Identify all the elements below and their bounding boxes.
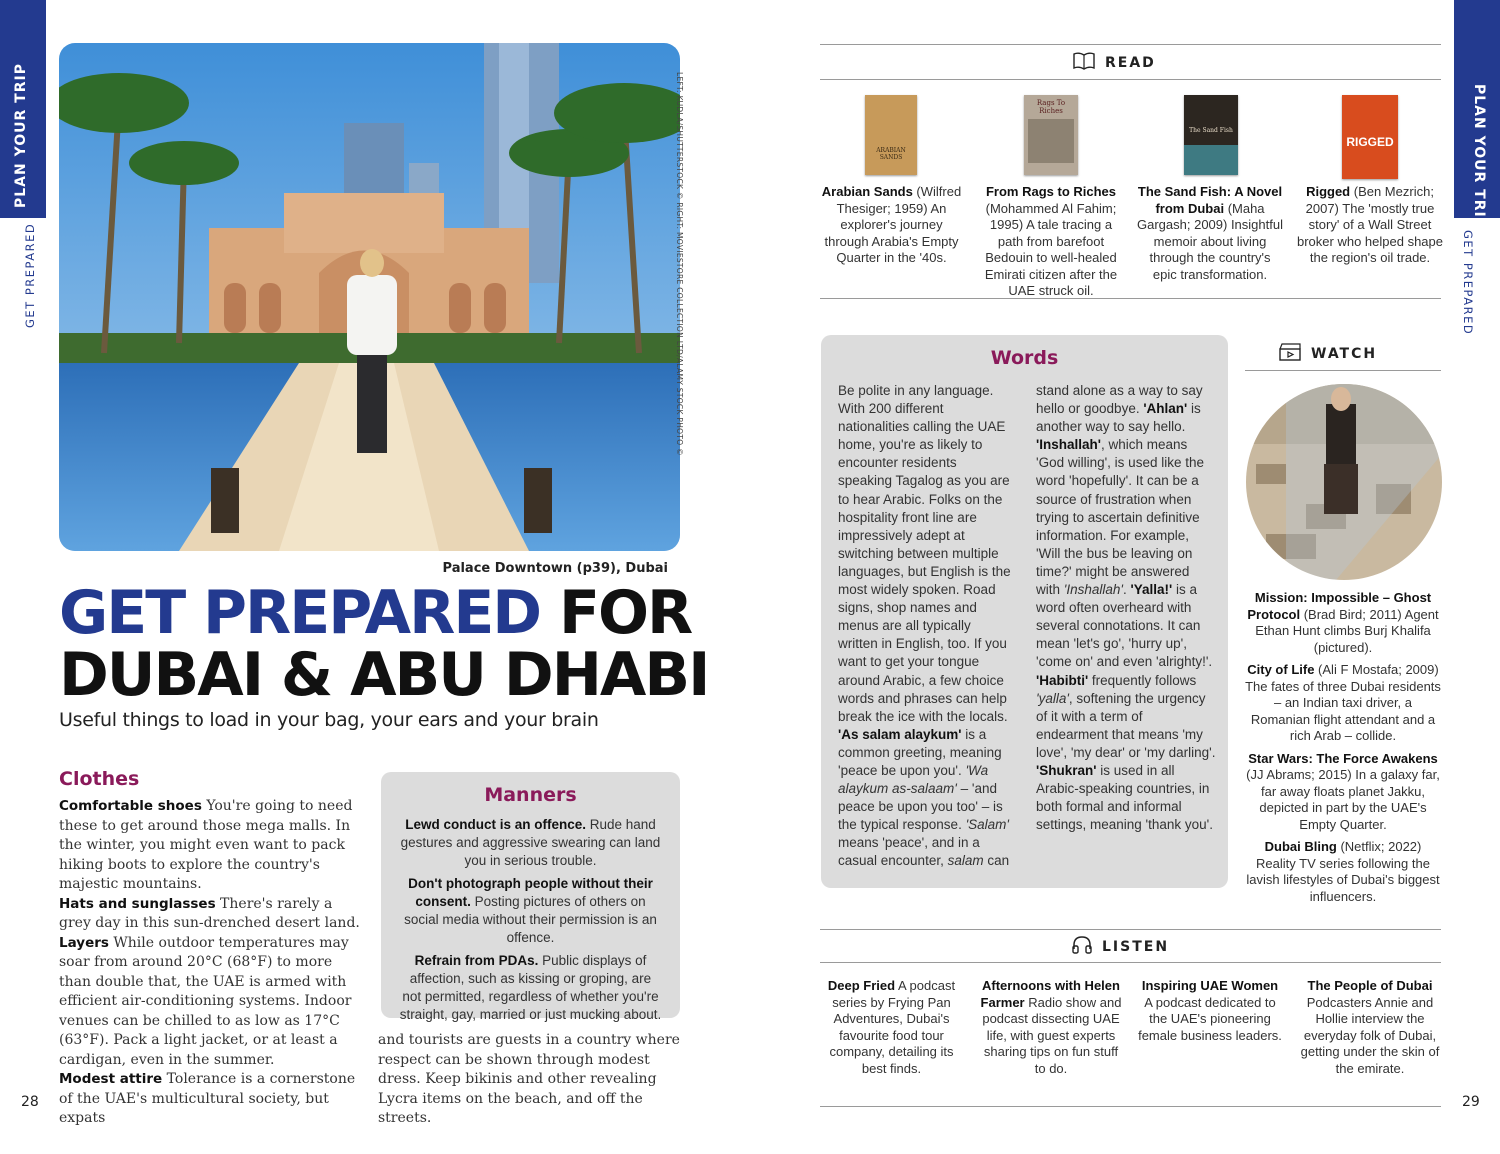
watch-title: Mission: Impossible – Ghost Protocol: [1247, 590, 1432, 622]
manners-text: Public displays of affection, such as kissing or groping, are not permitted, regardless of whether you're straight, gay, married or just mucking about.: [399, 953, 662, 1022]
open-book-icon: [1073, 52, 1095, 74]
listen-heading: LISTEN: [1102, 939, 1170, 955]
title-black-2: DUBAI & ABU DHABI: [59, 640, 709, 710]
words-text: can: [983, 853, 1010, 869]
watch-title: City of Life: [1247, 662, 1315, 677]
words-italic: 'Wa alaykum as-salaam': [838, 762, 989, 797]
listen-title: Inspiring UAE Women: [1141, 978, 1279, 993]
manners-term: Don't photograph people without their consent.: [408, 876, 653, 909]
cover-band: [1184, 145, 1238, 175]
listen-text: Radio show and podcast dissecting UAE life, with guest experts sharing tips on fun stuff to do.: [982, 994, 1122, 1076]
clothes-text: While outdoor temperatures may soar from around 20°C (68°F) to more than double that, the UAE is armed with efficient air-conditioning systems. Indoor venues can be chilled to as low as 17°C (63°F). Pack a light jacket, or at least a cardigan, even in the summer.: [59, 934, 352, 1068]
cover-text: RIGGED: [1346, 135, 1394, 149]
listen-title: The People of Dubai: [1307, 978, 1433, 993]
words-text: , which means 'God willing', is used like the word 'hopefully'. It can be a source of frustration when trying to ascertain definitive information. For example, 'Will the bus be leaving on time?' might be answered with: [1036, 437, 1204, 598]
manners-item: [399, 952, 662, 1024]
watch-text: (Ali F Mostafa; 2009) The fates of three Dubai residents – an Indian taxi driver, a Romanian flight attendant and a rich Arab – collide.: [1245, 662, 1441, 743]
words-text: stand alone as a way to say hello or goodbye.: [1036, 383, 1203, 417]
clothes-term: Layers: [59, 934, 109, 951]
words-term: 'Shukran': [1036, 762, 1097, 778]
clothes-term: Hats and sunglasses: [59, 895, 216, 912]
hero-photo: [59, 43, 680, 551]
book-text: (Mohammed Al Fahim; 1995) A tale tracing a path from barefoot Bedouin to well-healed Emirati citizen after the UAE struck oil.: [984, 200, 1118, 298]
clothes-text: Tolerance is a cornerstone of the UAE's multicultural society, but expats: [59, 1071, 356, 1126]
book-entry: [978, 184, 1124, 300]
manners-text: Posting pictures of others on social media without their permission is an offence.: [404, 894, 657, 945]
words-text: .: [1122, 582, 1131, 598]
cover-text: Rags To Riches: [1036, 99, 1066, 115]
page-number-left: 28: [21, 1094, 39, 1110]
book-entry: [820, 184, 963, 267]
words-text: is a word often overheard with several connotations. It can mean 'let's go', 'hurry up', 'come on' and even 'alrighty!'.: [1036, 582, 1213, 670]
listen-text: A podcast dedicated to the UAE's pioneering female business leaders.: [1138, 994, 1282, 1043]
book-text: (Wilfred Thesiger; 1959) An explorer's journey through Arabia's Empty Quarter in the '40s.: [824, 184, 962, 265]
watch-text: (JJ Abrams; 2015) In a galaxy far, far away floats planet Jakku, depicted in part by the UAE's Empty Quarter.: [1246, 767, 1440, 832]
photo-credit: LEFT: KUDLA/SHUTTERSTOCK © RIGHT: MOVIESTORE COLLECTION LTD/ALAMY STOCK PHOTO ©: [675, 72, 684, 456]
clothes-text: There's rarely a grey day in this sun-drenched desert land.: [59, 895, 360, 931]
book-cover-rags-to-riches: [1024, 95, 1078, 175]
words-text: means 'peace', and in a casual encounter,: [838, 835, 980, 869]
right-tab-label: PLAN YOUR TRIP: [1471, 84, 1487, 229]
listen-title: Afternoons with Helen Farmer: [980, 978, 1120, 1010]
cover-text: ARABIAN SANDS: [876, 147, 906, 161]
manners-item: [399, 875, 662, 947]
listen-rule-mid: [820, 962, 1441, 963]
words-text: – 'and peace be upon you too' – is the typical response.: [838, 781, 1003, 833]
listen-rule-bottom: [820, 1106, 1441, 1107]
book-cover-sand-fish: [1184, 95, 1238, 175]
manners-item: [399, 816, 662, 870]
clothes-term: Modest attire: [59, 1071, 163, 1087]
words-term: 'Inshallah': [1036, 437, 1101, 453]
manners-term: Refrain from PDAs.: [414, 953, 539, 968]
page-number-right: 29: [1462, 1094, 1480, 1110]
clothes-text: You're going to need these to get around those mega malls. In the winter, you might even want to pack hiking boots to explore the country's majestic mountains.: [59, 798, 353, 892]
manners-text: Rude hand gestures and aggressive swearing can land you in serious trouble.: [400, 817, 661, 868]
words-column-2: [1036, 382, 1216, 834]
watch-rule: [1245, 370, 1441, 371]
title-blue: GET PREPARED: [59, 578, 541, 648]
book-entry: [1297, 184, 1443, 267]
clothes-heading: Clothes: [59, 768, 140, 790]
words-term: 'Habibti': [1036, 672, 1089, 688]
words-column-1: [838, 382, 1014, 871]
watch-item: [1245, 839, 1441, 905]
words-text: frequently follows: [1088, 672, 1197, 688]
words-italic: salam: [947, 853, 984, 869]
words-italic: 'Inshallah': [1063, 582, 1123, 598]
book-text: (Maha Gargash; 2009) Insightful memoir about living through the country's epic transformation.: [1137, 200, 1283, 282]
page-subtitle: Useful things to load in your bag, your ears and your brain: [59, 709, 599, 731]
words-term: 'As salam alaykum': [838, 726, 962, 742]
left-section-label: GET PREPARED: [23, 222, 37, 328]
clothes-continuation: and tourists are guests in a country where respect can be shown through modest dress. Keep bikinis and other revealing Lycra items on the beach, and off the streets.: [378, 1032, 680, 1126]
read-rule-top: [820, 44, 1441, 45]
words-heading: Words: [990, 347, 1059, 369]
words-term: 'Ahlan': [1143, 401, 1188, 417]
clothes-body: [59, 797, 363, 1129]
right-side-tab: [1454, 0, 1500, 229]
book-title: Rigged: [1306, 184, 1351, 199]
words-text: Be polite in any language. With 200 different nationalities calling the UAE home, you're as likely to encounter residents speaking Tagalog as you are to hear Arabic. Folks on the hospitality front line are impressively adept at switching between multiple languages, but English is the most widely spoken. Road signs, shop names and menus are all typically written in English, too. If you want to get your tongue around Arabic, a few choice words and phrases can help break the ice with the locals.: [838, 383, 1011, 724]
left-tab-label: PLAN YOUR TRIP: [13, 63, 29, 208]
photo-caption: Palace Downtown (p39), Dubai: [442, 561, 668, 576]
words-box: [821, 335, 1228, 888]
words-term: 'Yalla!': [1130, 582, 1173, 598]
watch-photo: [1246, 384, 1442, 580]
words-text: is another way to say hello.: [1036, 401, 1201, 435]
title-black-1: FOR: [540, 578, 692, 648]
watch-heading-row: [1279, 343, 1377, 365]
listen-title: Deep Fried: [827, 978, 896, 993]
book-cover-rigged: [1342, 95, 1398, 179]
book-title: From Rags to Riches: [985, 184, 1117, 199]
manners-box: [381, 772, 680, 1022]
words-text: is used in all Arabic-speaking countries, in both formal and informal settings, meaning 'thank you'.: [1036, 762, 1214, 833]
left-side-tab: [0, 0, 46, 218]
book-text: (Ben Mezrich; 2007) The 'mostly true story' of a Wall Street broker who helped shape the region's oil trade.: [1297, 184, 1443, 265]
manners-term: Lewd conduct is an offence.: [405, 817, 586, 832]
listen-heading-row: [1072, 936, 1169, 958]
listen-item: [1297, 978, 1443, 1077]
words-italic: 'Salam': [965, 817, 1009, 833]
watch-item: [1245, 662, 1441, 745]
words-italic: 'yalla': [1036, 690, 1069, 706]
cover-text: The Sand Fish: [1189, 127, 1233, 134]
manners-heading: Manners: [484, 784, 577, 806]
watch-text: (Netflix; 2022) Reality TV series following the lavish lifestyles of Dubai's biggest influencers.: [1246, 839, 1440, 904]
right-section-label: GET PREPARED: [1461, 230, 1475, 336]
read-rule-bottom: [820, 298, 1441, 299]
book-title: Arabian Sands: [821, 184, 913, 199]
book-cover-arabian-sands: [865, 95, 917, 175]
watch-list: [1245, 590, 1441, 911]
read-rule-mid: [820, 79, 1441, 80]
listen-rule-top: [820, 929, 1441, 930]
watch-text: (Brad Bird; 2011) Agent Ethan Hunt climbs Burj Khalifa (pictured).: [1255, 606, 1439, 655]
read-heading-row: [1073, 52, 1156, 74]
listen-text: Podcasters Annie and Hollie interview the everyday folk of Dubai, getting under the skin of the emirate.: [1300, 994, 1440, 1076]
read-heading: READ: [1105, 55, 1156, 71]
watch-item: [1245, 590, 1441, 656]
listen-item: [978, 978, 1124, 1077]
headphones-icon: [1072, 936, 1092, 958]
clapperboard-icon: [1279, 343, 1301, 365]
book-title: The Sand Fish: A Novel from Dubai: [1137, 184, 1283, 216]
listen-item: [820, 978, 963, 1077]
page-title: [59, 578, 709, 710]
watch-item: [1245, 751, 1441, 834]
watch-title: Star Wars: The Force Awakens: [1248, 750, 1438, 766]
watch-title: Dubai Bling: [1264, 839, 1337, 854]
clothes-term: Comfortable shoes: [59, 798, 202, 814]
words-text: , softening the urgency of it with a term of endearment that means 'my love', 'my dear' or 'my darling'.: [1036, 690, 1216, 760]
book-entry: [1137, 184, 1283, 283]
listen-text: A podcast series by Frying Pan Adventures, Dubai's favourite food tour company, detailing its best finds.: [829, 978, 956, 1076]
watch-heading: WATCH: [1311, 346, 1378, 362]
listen-item: [1137, 978, 1283, 1044]
cover-photo: [1028, 119, 1074, 163]
words-text: is a common greeting, meaning 'peace be upon you'.: [838, 726, 1002, 778]
